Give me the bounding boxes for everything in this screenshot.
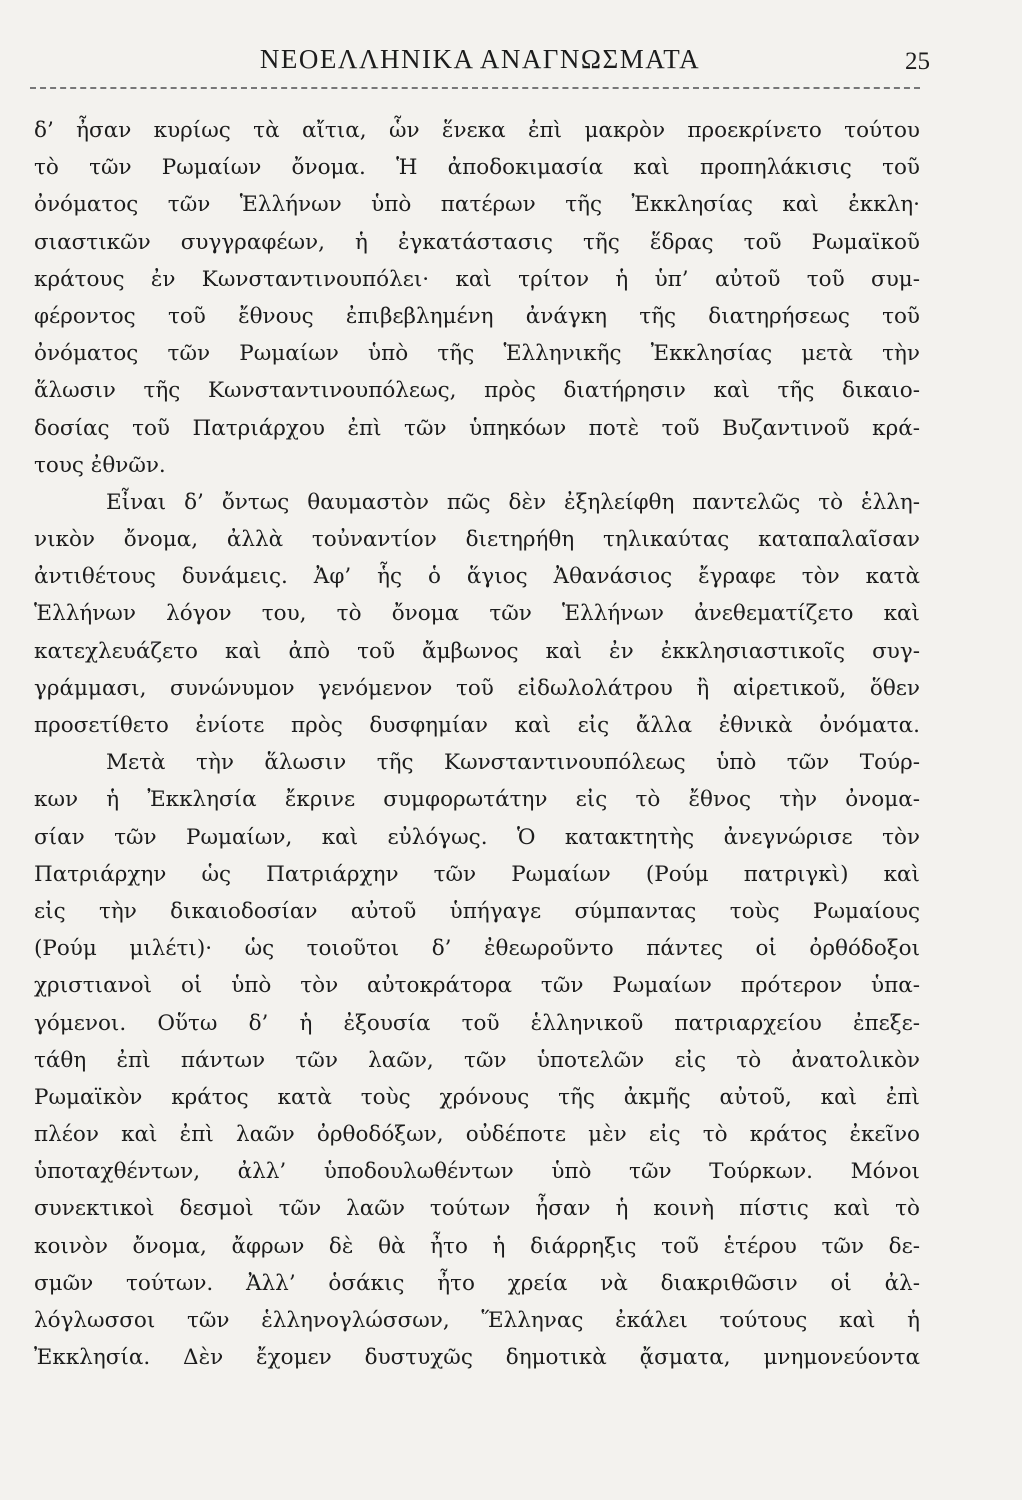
text-line: προσετίθετο ἐνίοτε πρὸς δυσφημίαν καὶ εἰς ἄλλα ἐθνικὰ ὀνόματα. [34,713,920,738]
text-line: ὀνόματος τῶν Ρωμαίων ὑπὸ τῆς Ἑλληνικῆς Ἐκκλησίας μετὰ τὴν [34,341,920,367]
text-line: τους ἐθνῶν. [34,452,166,478]
running-title: ΝΕΟΕΛΛΗΝΙΚΑ ΑΝΑΓΝΩΣΜΑΤΑ [259,44,701,74]
text-line: γόμενοι. Οὕτω δ’ ἡ ἐξουσία τοῦ ἑλληνικοῦ πατριαρχείου ἐπεξε- [34,1010,920,1036]
paragraph-start-line: Εἶναι δ’ ὄντως θαυμαστὸν πῶς δὲν ἐξηλείφθη παντελῶς τὸ ἑλλη- [106,489,920,515]
text-line: σμῶν τούτων. Ἀλλ’ ὁσάκις ἦτο χρεία νὰ διακριθῶσιν οἱ ἀλ- [34,1270,920,1296]
text-line: δοσίας τοῦ Πατριάρχου ἐπὶ τῶν ὑπηκόων ποτὲ τοῦ Βυζαντινοῦ κρά- [34,415,920,441]
text-line: σίαν τῶν Ρωμαίων, καὶ εὐλόγως. Ὁ κατακτητὴς ἀνεγνώρισε τὸν [34,824,920,850]
header-divider [30,87,920,89]
body-text [34,112,920,1414]
text-line: φέροντος τοῦ ἔθνους ἐπιβεβλημένη ἀνάγκη τῆς διατηρήσεως τοῦ [34,303,920,329]
text-line: λόγλωσσοι τῶν ἑλληνογλώσσων, Ἕλληνας ἐκάλει τούτους καὶ ἡ [34,1308,920,1333]
text-line: (Ρούμ μιλέτι)· ὡς τοιοῦτοι δ’ ἐθεωροῦντο πάντες οἱ ὀρθόδοξοι [34,936,920,962]
paragraph-start-line: Μετὰ τὴν ἅλωσιν τῆς Κωνσταντινουπόλεως ὑπὸ τῶν Τούρ- [106,750,920,776]
text-line: εἰς τὴν δικαιοδοσίαν αὐτοῦ ὑπήγαγε σύμπαντας τοὺς Ρωμαίους [34,898,920,924]
text-line: κων ἡ Ἐκκλησία ἔκρινε συμφορωτάτην εἰς τὸ ἔθνος τὴν ὀνομα- [34,787,920,813]
text-line: πλέον καὶ ἐπὶ λαῶν ὀρθοδόξων, οὐδέποτε μὲν εἰς τὸ κράτος ἐκεῖνο [34,1122,920,1148]
text-line: κοινὸν ὄνομα, ἄφρων δὲ θὰ ἦτο ἡ διάρρηξις τοῦ ἑτέρου τῶν δε- [34,1233,920,1259]
text-line: χριστιανοὶ οἱ ὑπὸ τὸν αὐτοκράτορα τῶν Ρωμαίων πρότερον ὑπα- [34,973,920,999]
text-line: ἅλωσιν τῆς Κωνσταντινουπόλεως, πρὸς διατήρησιν καὶ τῆς δικαιο- [34,378,920,404]
text-line: συνεκτικοὶ δεσμοὶ τῶν λαῶν τούτων ἦσαν ἡ κοινὴ πίστις καὶ τὸ [34,1196,920,1222]
text-line: Ἑλλήνων λόγον του, τὸ ὄνομα τῶν Ἑλλήνων ἀνεθεματίζετο καὶ [34,601,920,627]
text-line: τὸ τῶν Ρωμαίων ὄνομα. Ἡ ἀποδοκιμασία καὶ προπηλάκισις τοῦ [34,155,920,181]
text-line: σιαστικῶν συγγραφέων, ἡ ἐγκατάστασις τῆς ἕδρας τοῦ Ρωμαϊκοῦ [34,229,920,255]
text-line: νικὸν ὄνομα, ἀλλὰ τοὐναντίον διετηρήθη τηλικαύτας καταπαλαῖσαν [34,527,920,553]
text-line: κατεχλευάζετο καὶ ἀπὸ τοῦ ἄμβωνος καὶ ἐν ἐκκλησιαστικοῖς συγ- [34,638,920,664]
text-line: Πατριάρχην ὡς Πατριάρχην τῶν Ρωμαίων (Ρούμ πατριγκὶ) καὶ [34,861,920,887]
text-line: ὀνόματος τῶν Ἑλλήνων ὑπὸ πατέρων τῆς Ἐκκλησίας καὶ ἐκκλη· [34,192,920,218]
text-line: δ’ ἦσαν κυρίως τὰ αἴτια, ὧν ἕνεκα ἐπὶ μακρὸν προεκρίνετο τούτου [34,118,920,143]
text-line [34,1376,920,1413]
running-header [30,40,930,84]
text-line: κράτους ἐν Κωνσταντινουπόλει· καὶ τρίτον ἡ ὑπ’ αὐτοῦ τοῦ συμ- [34,266,920,292]
text-line: ὑποταχθέντων, ἀλλ’ ὑποδουλωθέντων ὑπὸ τῶν Τούρκων. Μόνοι [34,1159,920,1185]
page-number: 25 [905,48,930,75]
text-line: τάθη ἐπὶ πάντων τῶν λαῶν, τῶν ὑποτελῶν εἰς τὸ ἀνατολικὸν [34,1047,920,1073]
text-line: γράμμασι, συνώνυμον γενόμενον τοῦ εἰδωλολάτρου ἢ αἱρετικοῦ, ὅθεν [34,675,920,701]
text-line: Ρωμαϊκὸν κράτος κατὰ τοὺς χρόνους τῆς ἀκμῆς αὐτοῦ, καὶ ἐπὶ [34,1084,920,1110]
text-line: ἀντιθέτους δυνάμεις. Ἀφ’ ἧς ὁ ἅγιος Ἀθανάσιος ἔγραφε τὸν κατὰ [34,564,920,590]
text-line: Ἐκκλησία. Δὲν ἔχομεν δυστυχῶς δημοτικὰ ᾄσματα, μνημονεύοντα [34,1345,920,1371]
